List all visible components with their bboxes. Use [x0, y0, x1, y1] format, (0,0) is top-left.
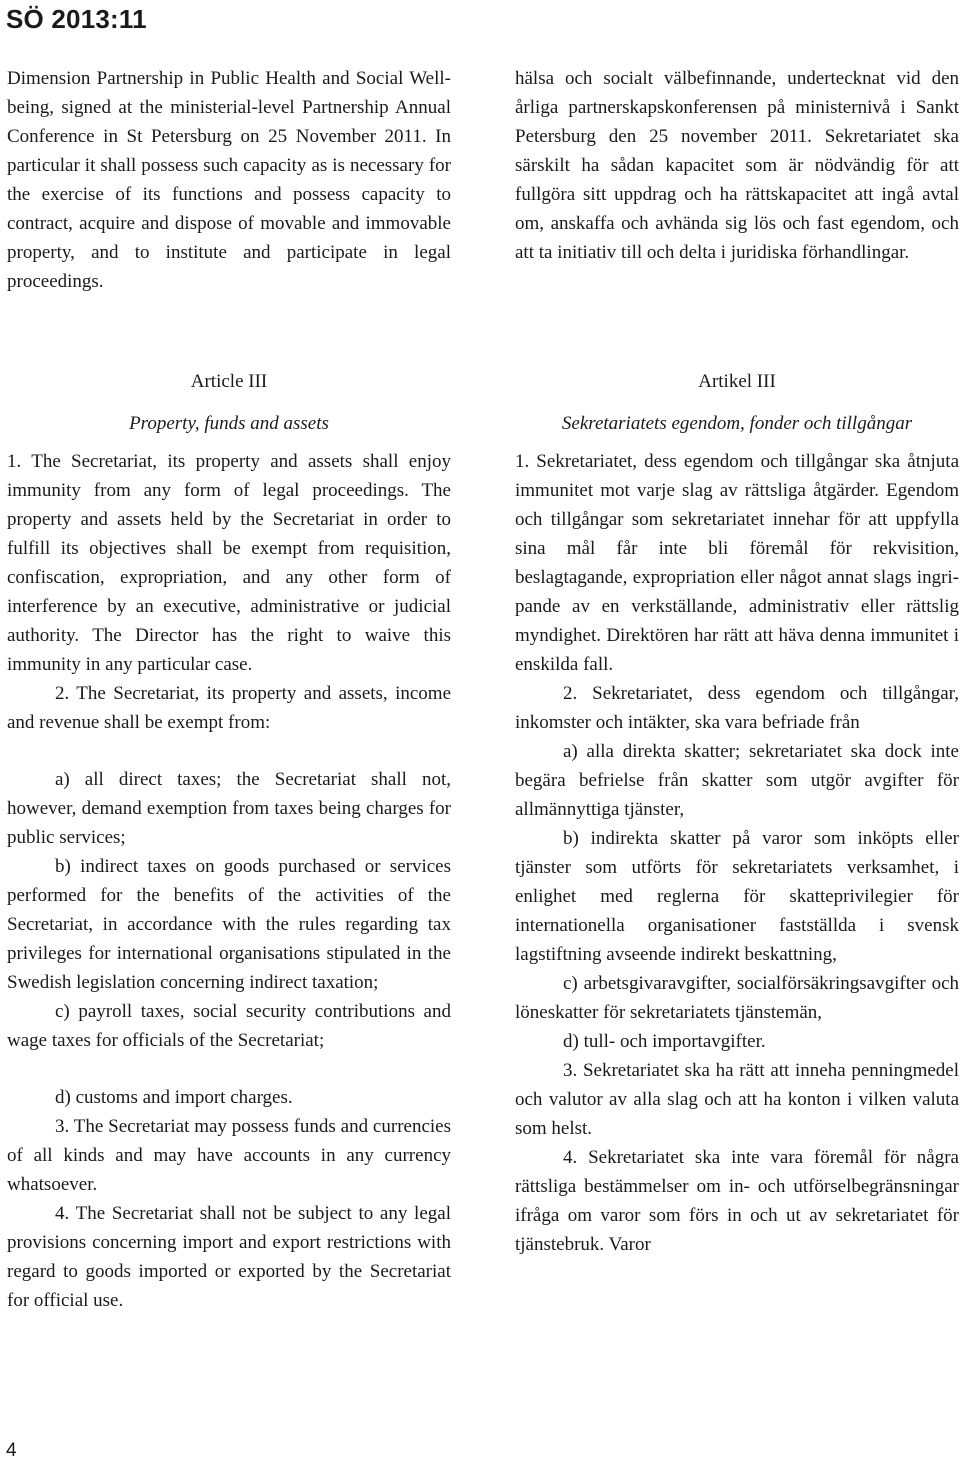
swedish-paragraph-1: 1. Sekretariatet, dess egendom och tillgångar ska åtnjuta immunitet mot varje slag av rättsliga åtgärder. Egendom och tillgångar som sekretariatet innehar för att uppfylla sina mål får inte bli föremål för rekvisition, beslagtagande, expropriation eller något annat slags ingripande av en verkställande, administrativ eller rättslig myndighet. Direktören har rätt att häva denna immunitet i enskilda fall.	[515, 451, 959, 675]
english-intro-paragraph: Dimension Partnership in Public Health and Social Well-being, signed at the ministerial-level Partnership Annual Conference in St Petersburg on 25 November 2011. In particular it shall possess such capacity as is necessary for the exercise of its functions and possess capacity to contract, acquire and dispose of movable and immovable property, and to institute and participate in legal proceedings.	[7, 68, 451, 292]
swedish-item-a: a) alla direkta skatter; sekretariatet ska dock inte begära befrielse från skatter som utgör avgifter för allmännyttiga tjänster,	[515, 741, 959, 820]
swedish-article-column	[515, 367, 959, 1259]
document-id-header: SÖ 2013:11	[6, 4, 147, 34]
english-article-column	[7, 367, 451, 1315]
english-intro-column	[7, 64, 451, 296]
english-paragraph-2: 2. The Secretariat, its property and assets, income and revenue shall be exempt from:	[7, 683, 451, 733]
english-item-a: a) all direct taxes; the Secretariat shall not, however, demand exemption from taxes being charges for public services;	[7, 769, 451, 848]
swedish-item-d: d) tull- och importavgifter.	[563, 1031, 766, 1052]
english-article-title: Article III	[190, 371, 268, 392]
swedish-item-b: b) indirekta skatter på varor som inköpts eller tjänster som utförts för sekretariatets verksamhet, i enlighet med reglerna för skatteprivilegier för internationella organisationer fastställda i svensk lagstiftning avseende indirekt beskattning,	[515, 828, 959, 965]
english-paragraph-1: 1. The Secretariat, its property and assets shall enjoy immunity from any form of legal proceedings. The property and assets held by the Secretariat in order to fulfill its objectives shall be exempt from requisition, confiscation, expropriation, and any other form of interference by an executive, administrative or judicial authority. The Director has the right to waive this immunity in any particular case.	[7, 451, 451, 675]
swedish-paragraph-4: 4. Sekretariatet ska inte vara föremål för några rättsliga bestämmelser om in- och utförselbegränsningar ifråga om varor som förs in och ut av sekretariatet för tjänstebruk. Varor	[515, 1147, 959, 1255]
english-item-b: b) indirect taxes on goods purchased or services performed for the benefits of the activities of the Secretariat, in accordance with the rules regarding tax privileges for international organisations stipulated in the Swedish legislation concerning indirect taxation;	[7, 856, 451, 993]
swedish-intro-column	[515, 64, 959, 267]
english-item-d: d) customs and import charges.	[55, 1087, 293, 1108]
swedish-item-c: c) arbetsgivaravgifter, socialförsäkringsavgifter och löneskatter för sekretariatets tjänstemän,	[515, 973, 959, 1023]
english-paragraph-4: 4. The Secretariat shall not be subject to any legal provisions concerning import and export restrictions with regard to goods imported or exported by the Secretariat for official use.	[7, 1203, 451, 1311]
swedish-intro-paragraph: hälsa och socialt välbefinnande, undertecknat vid den årliga partnerskapskonferensen på ministernivå i Sankt Petersburg den 25 november 2011. Sekretariatet ska särskilt ha sådan kapacitet som är nödvändig för att fullgöra sitt uppdrag och ha rättskapacitet att ingå avtal om, anskaffa och avhända sig lös och fast egendom, och att ta initiativ till och delta i juridiska förhandlingar.	[515, 68, 959, 263]
english-paragraph-3: 3. The Secretariat may possess funds and currencies of all kinds and may have accounts in any currency whatsoever.	[7, 1116, 451, 1195]
english-article-subtitle: Property, funds and assets	[129, 413, 329, 434]
swedish-paragraph-3: 3. Sekretariatet ska ha rätt att inneha penningmedel och valutor av alla slag och att ha konton i vilken valuta som helst.	[515, 1060, 959, 1139]
swedish-paragraph-2: 2. Sekretariatet, dess egendom och tillgångar, inkomster och intäkter, ska vara befriade från	[515, 683, 959, 733]
swedish-article-subtitle: Sekretariatets egendom, fonder och tillgångar	[561, 413, 913, 434]
swedish-article-title: Artikel III	[698, 371, 776, 392]
page-number: 4	[6, 1440, 17, 1461]
english-item-c: c) payroll taxes, social security contributions and wage taxes for officials of the Secretariat;	[7, 1001, 451, 1051]
